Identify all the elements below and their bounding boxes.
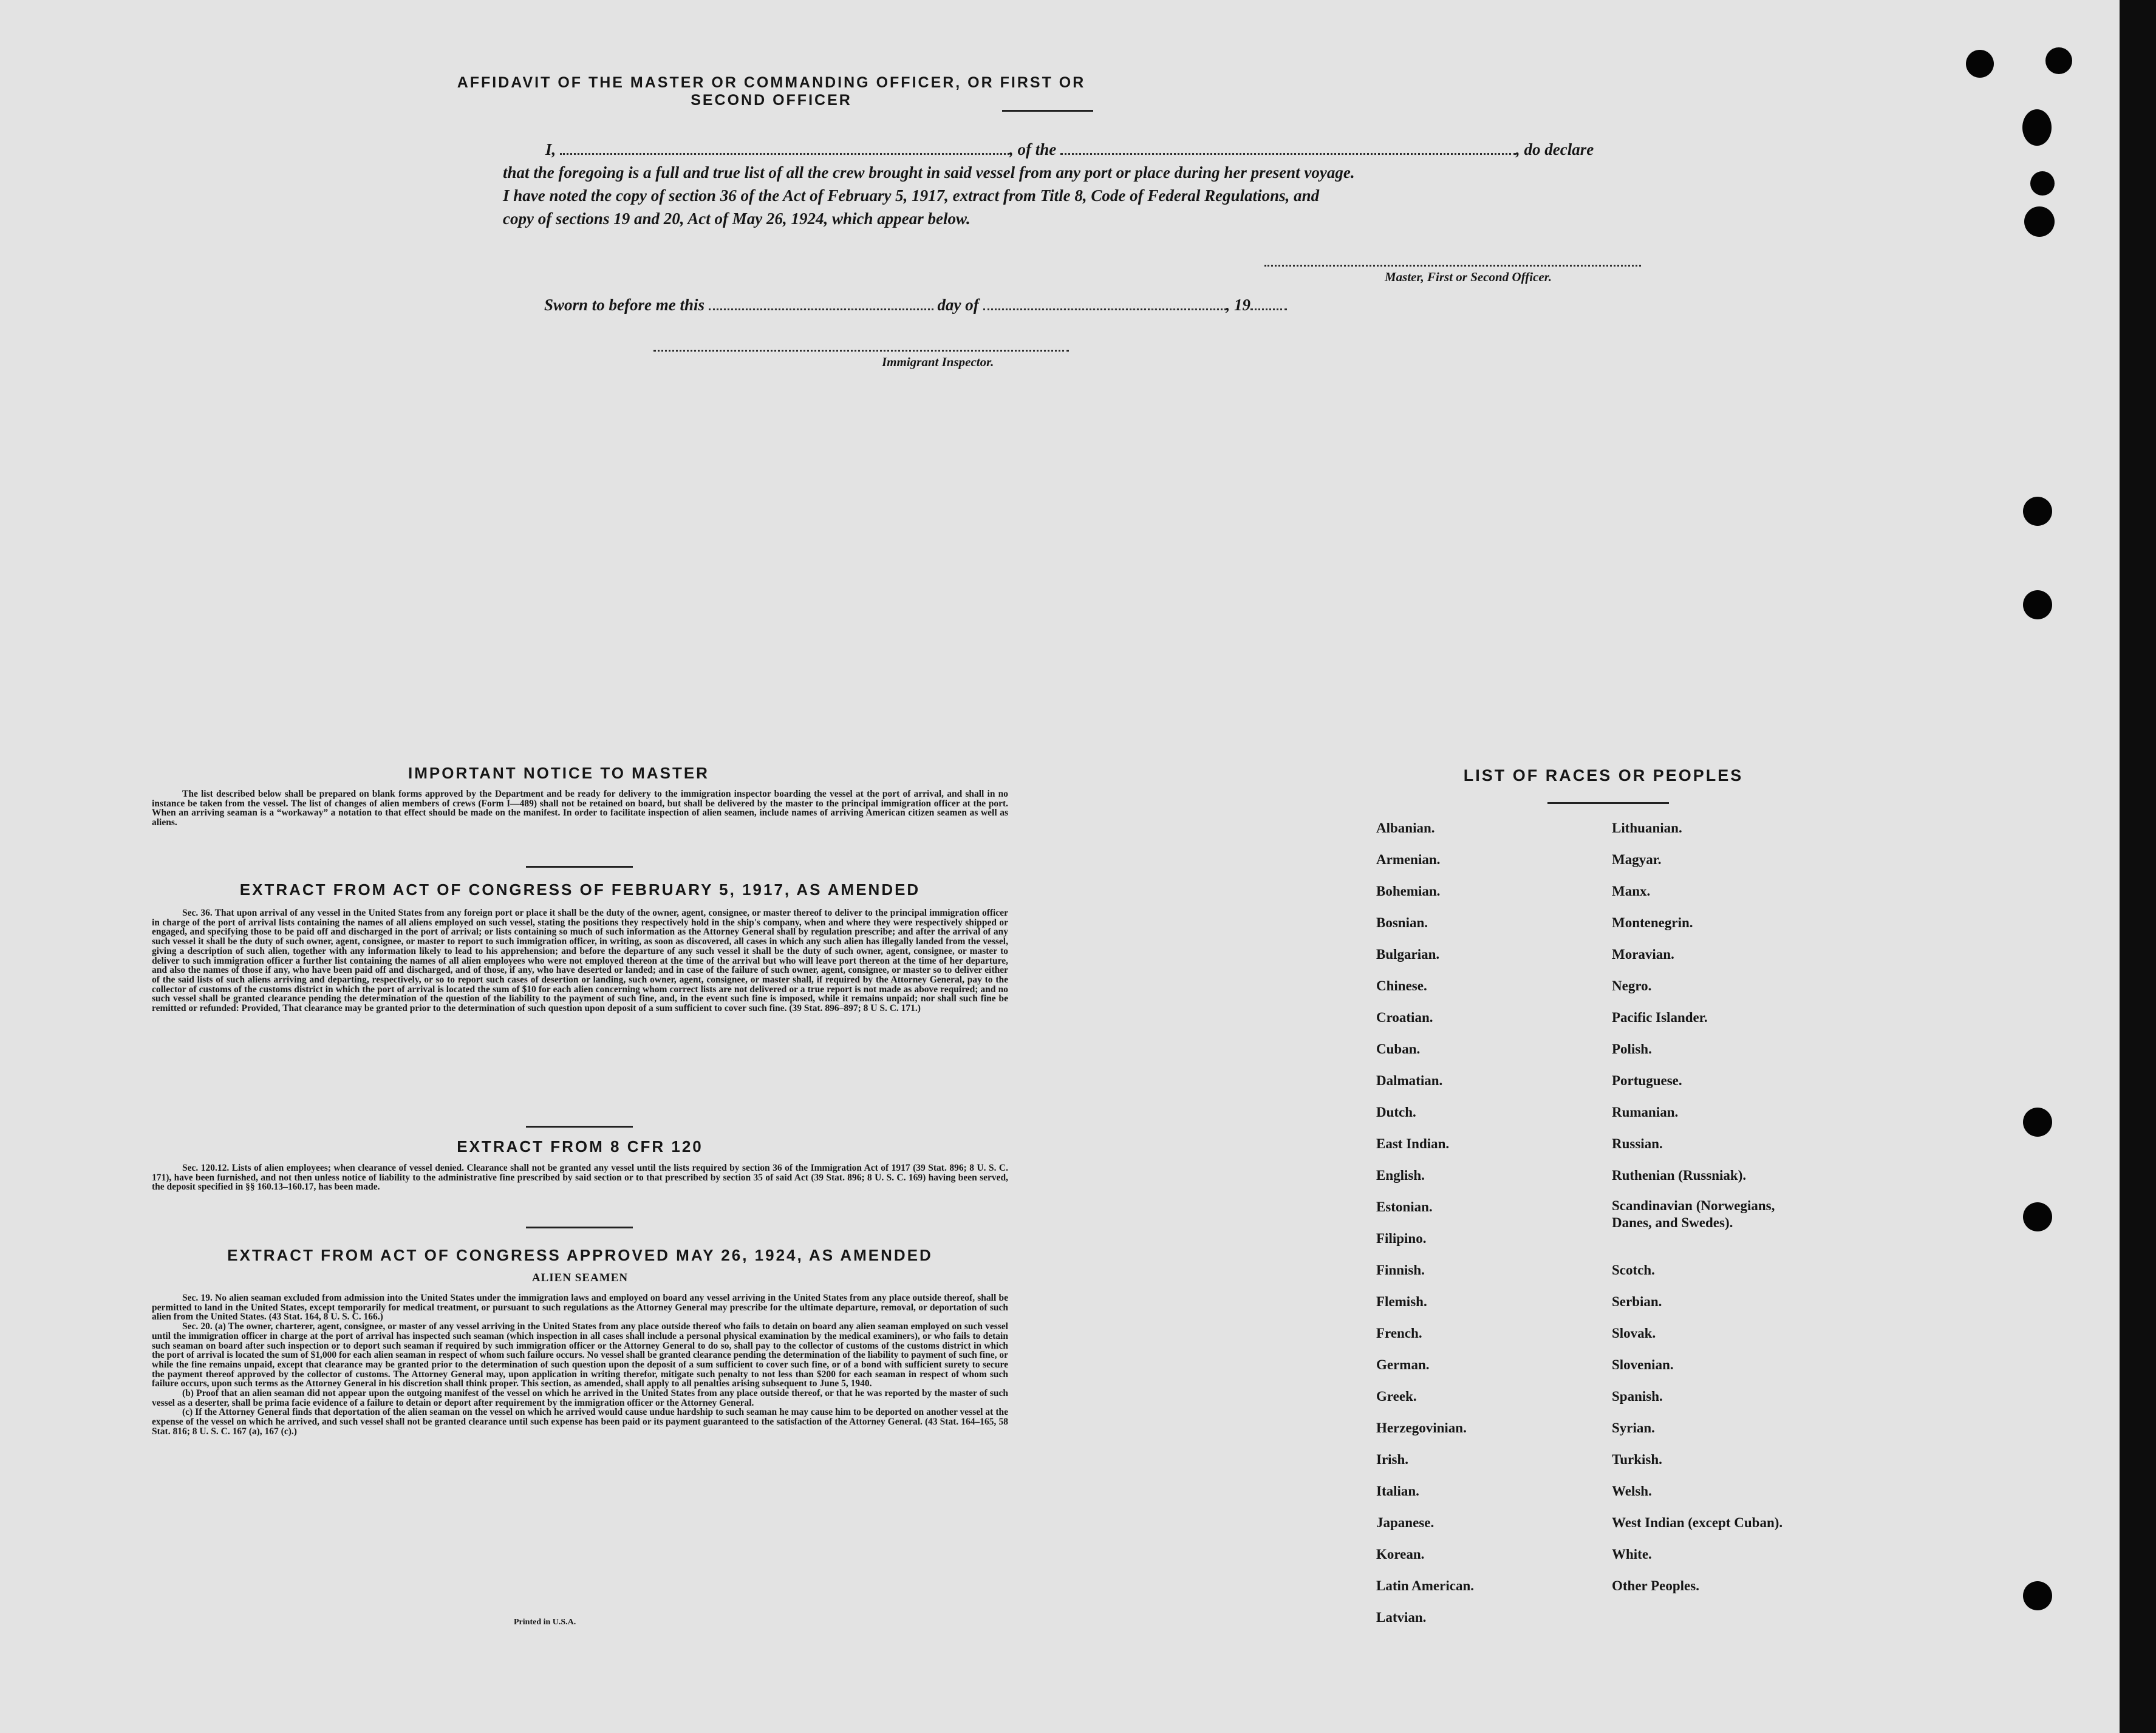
race-item: Ruthenian (Russniak). [1612, 1168, 1747, 1183]
race-item: Bosnian. [1376, 915, 1428, 930]
day-of-label: day of [937, 296, 979, 314]
of-the-label: , of the [1009, 140, 1057, 158]
race-item: Croatian. [1376, 1010, 1433, 1025]
declaration-line-4: copy of sections 19 and 20, Act of May 26, 1924, which appear below. [503, 209, 971, 228]
sec-19-paragraph: Sec. 19. No alien seaman excluded from admission into the United States under the immigration laws and employed on board any vessel arriving in the United States from any place outside thereof, shall be permitted to land in the United States, except temporarily for medical treatment, or pursuant to such regulations as the Attorney General may prescribe for the ultimate departure, removal, or deportation of such alien from the United States. (43 Stat. 164, 8 U. S. C. 166.) [152, 1293, 1008, 1323]
notice-paragraph: The list described below shall be prepared on blank forms approved by the Department and be ready for delivery to the immigration inspector boarding the vessel at the port of arrival, and shall in no instance be taken from the vessel. The list of changes of alien members of crews (Form I—489) shall not be retained on board, but shall be delivered by the master to the principal immigration officer at the port. When an arriving seaman is a “workaway” a notation to that effect should be made on the manifest. In order to facilitate inspection of alien seamen, include names of arriving American citizen seamen as well as aliens. [152, 789, 1008, 828]
extract-cfr-title: EXTRACT FROM 8 CFR 120 [457, 1137, 703, 1156]
race-item: Magyar. [1612, 852, 1662, 867]
race-item: Dalmatian. [1376, 1073, 1443, 1088]
declaration-line-3: I have noted the copy of section 36 of the Act of February 5, 1917, extract from Title 8, Code of Federal Regulations, and [503, 186, 1320, 205]
race-item: Greek. [1376, 1389, 1417, 1404]
alien-seamen-subtitle: ALIEN SEAMEN [531, 1272, 629, 1284]
race-item: Other Peoples. [1612, 1578, 1699, 1593]
race-item: Bohemian. [1376, 884, 1441, 899]
race-item: Herzegovinian. [1376, 1420, 1467, 1435]
race-item: Welsh. [1612, 1483, 1652, 1499]
divider [1547, 802, 1669, 804]
race-item: Cuban. [1376, 1041, 1421, 1057]
race-item: Russian. [1612, 1136, 1663, 1151]
race-item: Moravian. [1612, 947, 1674, 962]
sworn-line [544, 291, 1287, 315]
notice-title: IMPORTANT NOTICE TO MASTER [408, 764, 709, 782]
sec-36-paragraph: Sec. 36. That upon arrival of any vessel in the United States from any foreign port or place it shall be the duty of the owner, agent, consignee, or master thereof to deliver to the principal immigration officer in charge of the port of arrival lists containing the names of all aliens employed on such vessel, stating the positions they respectively hold in the ship's company, when and where they were respectively shipped or engaged, and specifying those to be paid off and discharged in the port of arrival; or lists containing so much of such information as the Attorney General shall by regulation prescribe; and after the arrival of any such vessel it shall be the duty of such owner, agent, consignee, or master to report to such immigration officer, in writing, as soon as discovered, all cases in which any such alien has illegally landed from the vessel, giving a description of such alien, together with any information likely to lead to his apprehension; and before the departure of any such vessel it shall be the duty of such owner, agent, consignee, or master to deliver to such immigration officer a further list containing the names of all alien employees who were not employed thereon at the time of the arrival but who will leave port thereon at the time of her departure, and also the names of those if any, who have been paid off and discharged, and of those, if any, who have deserted or landed; and in case of the failure of such owner, agent, consignee, or master so to deliver either of the said lists of such aliens arriving and departing, respectively, or so to report such cases of desertion or landing, such owner, agent, consignee, or master shall, if required by the Attorney General, pay to the collector of customs of the customs district in which the port of arrival is located the sum of $10 for each alien concerning whom correct lists are not delivered or a true report is not made as above required; and no such vessel shall be granted clearance pending the determination of the question of the liability to the payment of such fine, and, in the event such fine is imposed, while it remains unpaid; nor shall such fine be remitted or refunded: Provided, That clearance may be granted prior to the determination of such question upon deposit of a sum sufficient to cover such fine. (39 Stat. 896–897; 8 U S. C. 171.) [152, 908, 1008, 1014]
punch-hole [2023, 1581, 2052, 1610]
race-item: Turkish. [1612, 1452, 1662, 1467]
punch-hole [2023, 1108, 2052, 1137]
race-item: Finnish. [1376, 1262, 1425, 1278]
sworn-year-field[interactable] [1250, 291, 1287, 310]
race-item: Scandinavian (Norwegians, Danes, and Swedes). [1612, 1198, 1775, 1230]
race-item: Latvian. [1376, 1610, 1427, 1625]
affidavit-declaration [503, 136, 1645, 230]
declaration-line-1 [503, 136, 1645, 161]
punch-hole [2023, 1202, 2052, 1231]
sworn-day-field[interactable] [709, 291, 933, 310]
race-item: English. [1376, 1168, 1425, 1183]
punch-hole [2030, 171, 2055, 196]
race-item: Latin American. [1376, 1578, 1474, 1593]
extract-1917-text [152, 908, 1008, 1013]
declarant-name-field[interactable] [560, 136, 1009, 155]
declaration-line-2: that the foregoing is a full and true list of all the crew brought in said vessel from any port or place during her present voyage. [503, 163, 1355, 182]
extract-1924-text [152, 1293, 1008, 1437]
vessel-name-field[interactable] [1060, 136, 1516, 155]
race-item: Japanese. [1376, 1515, 1434, 1530]
race-item: Negro. [1612, 978, 1652, 993]
punch-hole [1966, 50, 1994, 78]
master-signature-label: Master, First or Second Officer. [1385, 270, 1552, 284]
divider [526, 866, 633, 868]
punch-hole [2045, 47, 2072, 74]
race-item: German. [1376, 1357, 1430, 1372]
divider [526, 1126, 633, 1128]
punch-hole [2024, 206, 2055, 237]
race-item: Irish. [1376, 1452, 1409, 1467]
punch-hole [2023, 497, 2052, 526]
races-column-2 [1612, 812, 1794, 1602]
race-item: Polish. [1612, 1041, 1652, 1057]
races-title: LIST OF RACES OR PEOPLES [1463, 766, 1744, 785]
race-item: East Indian. [1376, 1136, 1450, 1151]
race-item: Dutch. [1376, 1105, 1416, 1120]
declarant-label: I, [545, 140, 556, 158]
sworn-label: Sworn to before me this [544, 296, 705, 314]
race-item: Albanian. [1376, 820, 1435, 836]
race-item: Italian. [1376, 1483, 1419, 1499]
affidavit-title: AFFIDAVIT OF THE MASTER OR COMMANDING OFFICER, OR FIRST OR SECOND OFFICER [457, 74, 1086, 109]
printed-in-usa: Printed in U.S.A. [514, 1618, 576, 1627]
race-item: Serbian. [1612, 1294, 1662, 1309]
sec-20b-paragraph: (b) Proof that an alien seaman did not appear upon the outgoing manifest of the vessel on which he arrived in the United States from any place outside thereof, or that he was reported by the master of such vessel as a deserter, shall be prima facie evidence of a failure to detain or deport after requirement by the immigration officer or the Attorney General. [152, 1388, 1008, 1408]
race-item: Chinese. [1376, 978, 1427, 993]
race-item: French. [1376, 1326, 1422, 1341]
race-item: Syrian. [1612, 1420, 1655, 1435]
race-item: Bulgarian. [1376, 947, 1440, 962]
race-item: Pacific Islander. [1612, 1010, 1708, 1025]
notice-text [152, 789, 1008, 828]
race-item: Slovenian. [1612, 1357, 1674, 1372]
race-item: White. [1612, 1547, 1652, 1562]
race-item: Spanish. [1612, 1389, 1663, 1404]
race-item: Estonian. [1376, 1199, 1433, 1214]
race-item: Lithuanian. [1612, 820, 1682, 836]
divider [1002, 110, 1093, 112]
do-declare-label: , do declare [1516, 140, 1594, 158]
race-item: Flemish. [1376, 1294, 1427, 1309]
inspector-signature-line[interactable] [653, 350, 1069, 352]
sec-20a-paragraph: Sec. 20. (a) The owner, charterer, agent, consignee, or master of any vessel arriving in the United States from any place outside thereof who fails to detain on board any alien seaman employed on such vessel until the immigration officer in charge at the port of arrival has inspected such seaman (which inspection in all cases shall include a personal physical examination by the medical examiners), or who fails to detain such seaman on board after such inspection or to deport such seaman if required by such immigration officer or the Attorney General to do so, shall pay to the collector of customs of the customs district in which the port of arrival is located the sum of $1,000 for each alien seaman in respect of whom such failure occurs. No vessel shall be granted clearance pending the determination of the liability to payment of such fine, or while the fine remains unpaid, except that clearance may be granted prior to the determination of such question upon the deposit of a sum sufficient to cover such fine, or of a bond with sufficient surety to secure the payment thereof approved by the collector of customs. The Attorney General may, upon application in writing therefor, mitigate such penalty to not less than $200 for each seaman in respect of whom such failure occurs, upon such terms as the Attorney General in his discretion shall think proper. This section, as amended, shall apply to all penalties arising subsequent to June 5, 1940. [152, 1321, 1008, 1389]
race-item: West Indian (except Cuban). [1612, 1515, 1783, 1530]
sworn-month-field[interactable] [983, 291, 1226, 310]
extract-1917-title: EXTRACT FROM ACT OF CONGRESS OF FEBRUARY 5, 1917, AS AMENDED [239, 880, 921, 899]
race-item: Scotch. [1612, 1262, 1655, 1278]
race-item: Montenegrin. [1612, 915, 1693, 930]
punch-hole [2023, 590, 2052, 619]
race-item: Portuguese. [1612, 1073, 1682, 1088]
year-prefix-label: , 19 [1226, 296, 1251, 314]
extract-cfr-text [152, 1163, 1008, 1192]
race-item: Manx. [1612, 884, 1651, 899]
punch-hole [2022, 109, 2052, 146]
race-item: Slovak. [1612, 1326, 1656, 1341]
sec-120-paragraph: Sec. 120.12. Lists of alien employees; when clearance of vessel denied. Clearance shall not be granted any vessel until the lists required by section 36 of the Immigration Act of 1917 (39 Stat. 896; 8 U. S. C. 171), have been furnished, and not then unless notice of liability to the administrative fine prescribed by said section or to that prescribed by section 35 of said Act (39 Stat. 896; 8 U. S. C. 169) having been served, the deposit specified in §§ 160.13–160.17, has been made. [152, 1163, 1008, 1193]
races-column-1 [1376, 812, 1474, 1633]
sec-20c-paragraph: (c) If the Attorney General finds that deportation of the alien seaman on the vessel on which he arrived would cause undue hardship to such seaman he may cause him to be deported on another vessel at the expense of the vessel on which he arrived, and such vessel shall not be granted clearance until such expense has been paid or its payment guaranteed to the satisfaction of the Attorney General. (43 Stat. 164–165, 58 Stat. 816; 8 U. S. C. 167 (a), 167 (c).) [152, 1407, 1008, 1437]
race-item: Rumanian. [1612, 1105, 1679, 1120]
divider [526, 1227, 633, 1228]
race-item: Korean. [1376, 1547, 1425, 1562]
race-item: Filipino. [1376, 1231, 1427, 1246]
extract-1924-title: EXTRACT FROM ACT OF CONGRESS APPROVED MAY 26, 1924, AS AMENDED [227, 1246, 933, 1264]
race-item: Armenian. [1376, 852, 1441, 867]
master-signature-line[interactable] [1264, 265, 1641, 267]
inspector-signature-label: Immigrant Inspector. [882, 355, 994, 369]
